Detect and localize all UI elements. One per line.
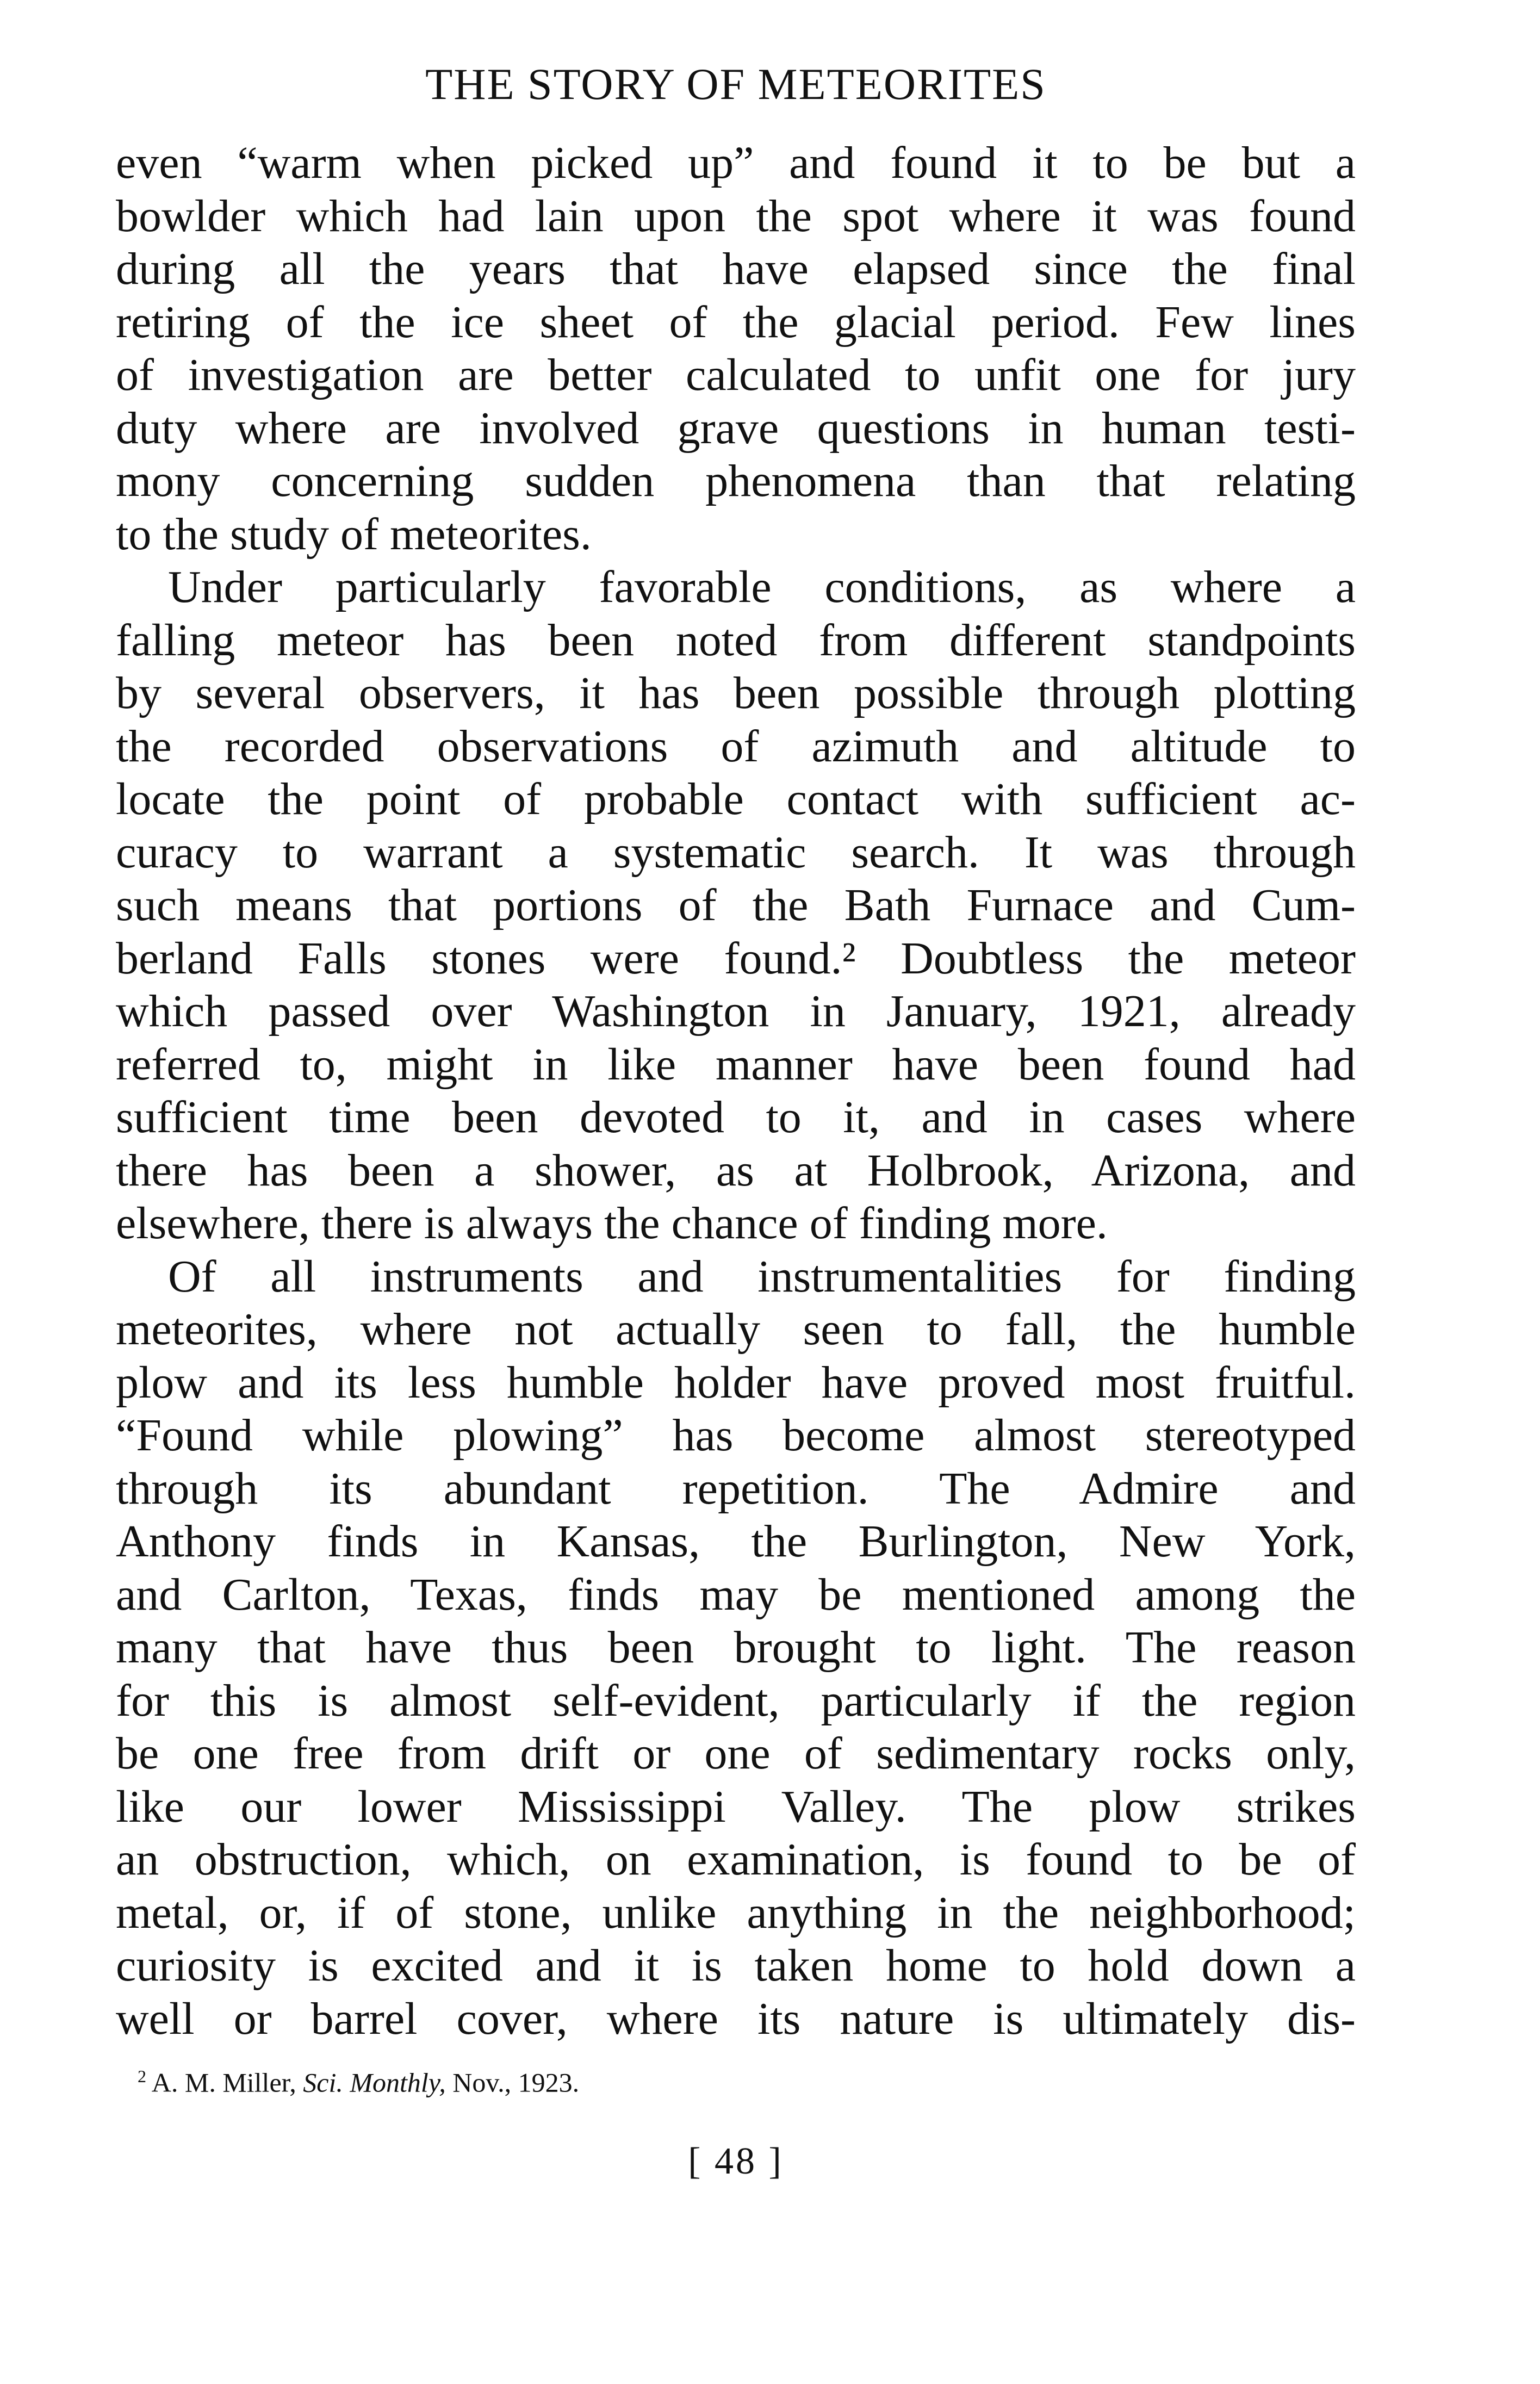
text-line: Anthony finds in Kansas, the Burlington, New York, — [116, 1516, 1356, 1567]
paragraph-3 — [116, 1250, 1356, 2046]
text-line: berland Falls stones were found.² Doubtless the meteor — [116, 933, 1356, 984]
text-line: meteorites, where not actually seen to fall, the humble — [116, 1304, 1356, 1355]
text-line: mony concerning sudden phenomena than that relating — [116, 456, 1356, 506]
text-line: the recorded observations of azimuth and altitude to — [116, 721, 1356, 772]
text-line: be one free from drift or one of sedimentary rocks only, — [116, 1728, 1356, 1779]
text-line: and Carlton, Texas, finds may be mentioned among the — [116, 1569, 1356, 1620]
text-line: referred to, might in like manner have been found had — [116, 1039, 1356, 1090]
text-line: which passed over Washington in January, 1921, already — [116, 986, 1356, 1036]
footnote-author: A. M. Miller, — [151, 2067, 296, 2098]
text-line: “Found while plowing” has become almost stereotyped — [116, 1410, 1356, 1461]
paragraph-2 — [116, 561, 1356, 1250]
page-number: [ 48 ] — [688, 2140, 784, 2182]
text-line: bowlder which had lain upon the spot where it was found — [116, 190, 1356, 241]
text-line: retiring of the ice sheet of the glacial period. Few lines — [116, 296, 1356, 347]
text-line: sufficient time been devoted to it, and in cases where — [116, 1092, 1356, 1143]
text-line: of investigation are better calculated to unfit one for jury — [116, 350, 1356, 400]
text-line: well or barrel cover, where its nature is ultimately dis- — [116, 1993, 1356, 2044]
paragraph-1 — [116, 136, 1356, 561]
text-line: many that have thus been brought to light. The reason — [116, 1622, 1356, 1673]
book-page — [116, 52, 1356, 2346]
text-line: like our lower Mississippi Valley. The plow strikes — [116, 1781, 1356, 1832]
text-line: for this is almost self-evident, particularly if the region — [116, 1675, 1356, 1726]
text-line: Of all instruments and instrumentalities for finding — [168, 1251, 1356, 1302]
text-line: through its abundant repetition. The Admire and — [116, 1463, 1356, 1514]
body-text — [116, 136, 1356, 2045]
text-line: an obstruction, which, on examination, is found to be of — [116, 1834, 1356, 1885]
footnote-date: Nov., 1923. — [452, 2067, 580, 2098]
footnote-marker: 2 — [138, 2066, 146, 2086]
text-line: there has been a shower, as at Holbrook, Arizona, and — [116, 1145, 1356, 1196]
text-line: plow and its less humble holder have proved most fruitful. — [116, 1357, 1356, 1408]
text-line: locate the point of probable contact with sufficient ac- — [116, 774, 1356, 824]
text-line: curiosity is excited and it is taken home to hold down a — [116, 1940, 1356, 1991]
text-line: falling meteor has been noted from different standpoints — [116, 614, 1356, 666]
text-line: during all the years that have elapsed since the final — [116, 244, 1356, 294]
text-line: curacy to warrant a systematic search. It was through — [116, 827, 1356, 878]
text-line: duty where are involved grave questions in human testi- — [116, 402, 1356, 454]
text-line: Under particularly favorable conditions, as where a — [168, 562, 1356, 612]
text-line: even “warm when picked up” and found it to be but a — [116, 138, 1356, 188]
running-head: THE STORY OF METEORITES — [425, 59, 1046, 109]
text-line: to the study of meteorites. — [116, 508, 592, 560]
footnote-journal: Sci. Monthly, — [303, 2067, 446, 2098]
text-line: by several observers, it has been possible through plotting — [116, 668, 1356, 718]
text-line: elsewhere, there is always the chance of finding more. — [116, 1198, 1108, 1249]
text-line: metal, or, if of stone, unlike anything in the neighborhood; — [116, 1887, 1356, 1938]
text-line: such means that portions of the Bath Furnace and Cum- — [116, 880, 1356, 930]
footnote — [116, 2057, 1356, 2102]
